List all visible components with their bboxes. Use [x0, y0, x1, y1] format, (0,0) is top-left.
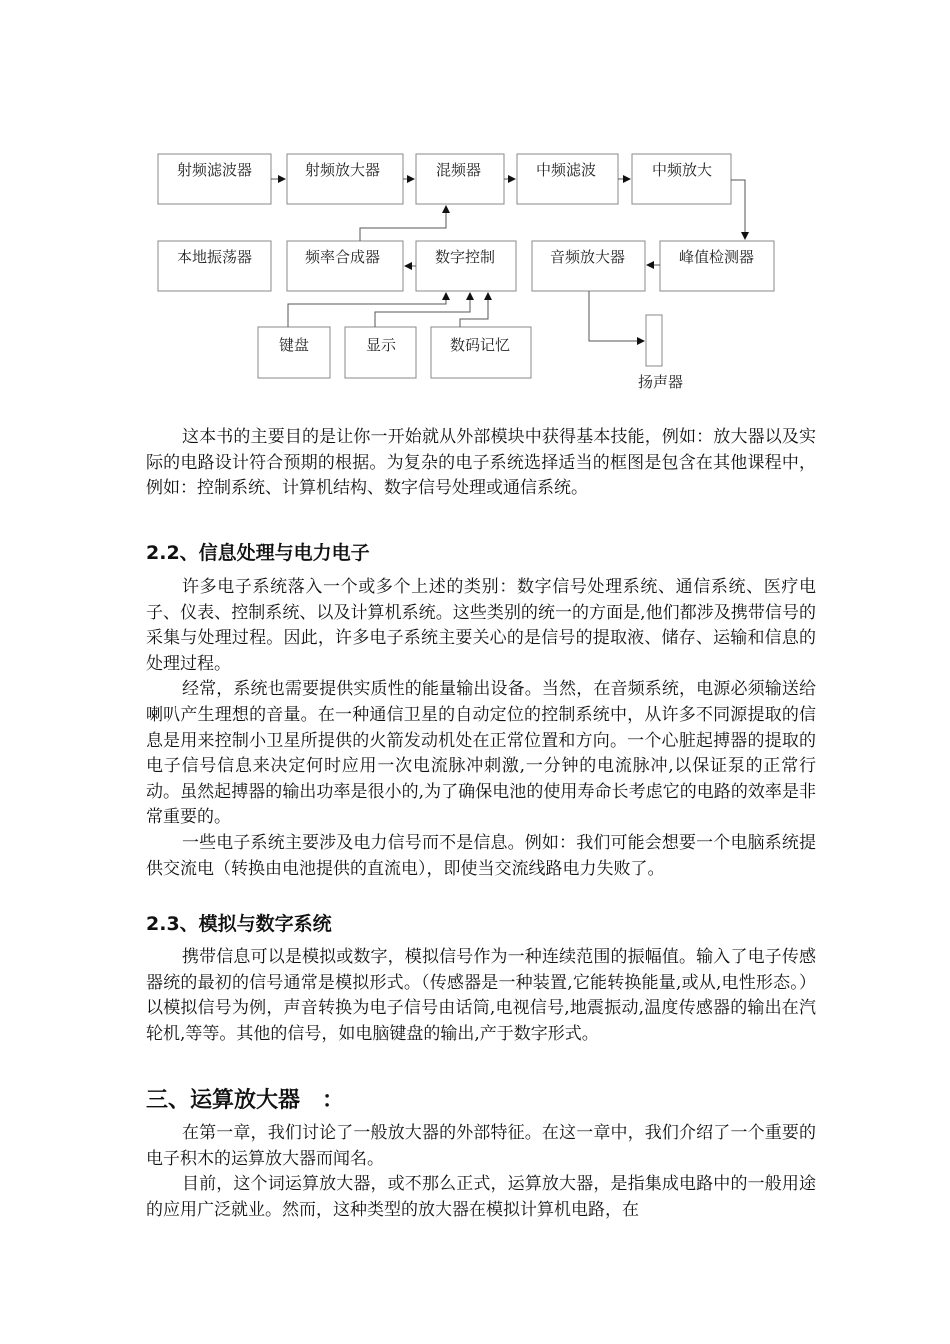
section-3-paragraph-1: 在第一章，我们讨论了一般放大器的外部特征。在这一章中，我们介绍了一个重要的电子积木的运算放大器而闻名。 — [146, 1123, 816, 1169]
arrow-display-to-digital-ctrl — [375, 293, 470, 327]
if-amp-label: 中频放大 — [652, 161, 713, 179]
section-2-3-paragraph-1: 携带信息可以是模拟或数字，模拟信号作为一种连续范围的振幅值。输入了电子传感器统的最初的信号通常是模拟形式。（传感器是一种装置,它能转换能量,或从,电性形态。）以模拟信号为例，声音转换为电子信号由话筒,电视信号,地震振动,温度传感器的输出在汽轮机,等等。其他的信号，如电脑键盘的输出,产于数字形式。 — [146, 947, 816, 1044]
freq-synth-label: 频率合成器 — [305, 248, 381, 266]
speaker-label: 扬声器 — [638, 373, 684, 391]
local-osc-label: 本地振荡器 — [177, 248, 253, 266]
section-2-3 — [146, 909, 816, 936]
arrow-memory-to-digital-ctrl — [460, 293, 488, 327]
arrow-if-amp-to-peak-detector — [731, 180, 745, 239]
section-2-2-heading: 2.2、信息处理与电力电子 — [146, 542, 370, 564]
section-2-2 — [146, 538, 816, 565]
display-label: 显示 — [366, 336, 397, 354]
if-filter-label: 中频滤波 — [536, 161, 597, 179]
audio-amp-label: 音频放大器 — [550, 248, 626, 266]
section-2-2-paragraph-1: 许多电子系统落入一个或多个上述的类别：数字信号处理系统、通信系统、医疗电子、仪表、控制系统、以及计算机系统。这些类别的统一的方面是,他们都涉及携带信号的采集与处理过程。因此，许多电子系统主要关心的是信号的提取液、储存、运输和信息的处理过程。 — [146, 577, 816, 674]
rf-filter-label: 射频滤波器 — [177, 161, 253, 179]
peak-detector-label: 峰值检测器 — [679, 248, 755, 266]
intro-paragraph: 这本书的主要目的是让你一开始就从外部模块中获得基本技能，例如：放大器以及实际的电路设计符合预期的根据。为复杂的电子系统选择适当的框图是包含在其他课程中，例如：控制系统、计算机结构、数字信号处理或通信系统。 — [146, 427, 816, 499]
block-diagram — [0, 0, 950, 400]
speaker-block — [646, 315, 662, 366]
keyboard-label: 键盘 — [279, 336, 310, 354]
mixer-label: 混频器 — [436, 161, 482, 179]
digital-memory-label: 数码记忆 — [450, 336, 511, 354]
section-2-2-paragraph-2: 经常，系统也需要提供实质性的能量输出设备。当然，在音频系统，电源必须输送给喇叭产生理想的音量。在一种通信卫星的自动定位的控制系统中，从许多不同源提取的信息是用来控制小卫星所提供的火箭发动机处在正常位置和方向。一个心脏起搏器的提取的电子信号信息来决定何时应用一次电流脉冲刺激,一分钟的电流脉冲,以保证泵的正常行动。虽然起搏器的输出功率是很小的,为了确保电池的使用寿命长考虑它的电路的效率是非常重要的。 — [146, 679, 816, 828]
section-3 — [146, 1083, 816, 1114]
section-3-heading: 三、运算放大器 ： — [146, 1088, 345, 1113]
intro-section — [146, 425, 816, 502]
arrow-keyboard-to-digital-ctrl — [288, 293, 446, 327]
section-2-2-body — [146, 575, 816, 882]
section-3-paragraph-2: 目前，这个词运算放大器，或不那么正式，运算放大器，是指集成电路中的一般用途的应用广泛就业。然而，这种类型的放大器在模拟计算机电路，在 — [146, 1174, 816, 1220]
section-3-body — [146, 1121, 816, 1223]
digital-ctrl-label: 数字控制 — [435, 248, 496, 266]
section-2-3-body — [146, 945, 816, 1047]
arrow-freq-synth-to-mixer — [360, 206, 446, 241]
section-2-3-heading: 2.3、模拟与数字系统 — [146, 913, 332, 935]
arrow-audio-amp-to-speaker — [589, 291, 644, 341]
rf-amp-label: 射频放大器 — [305, 161, 381, 179]
section-2-2-paragraph-3: 一些电子系统主要涉及电力信号而不是信息。例如：我们可能会想要一个电脑系统提供交流电（转换由电池提供的直流电），即使当交流线路电力失败了。 — [146, 832, 816, 879]
